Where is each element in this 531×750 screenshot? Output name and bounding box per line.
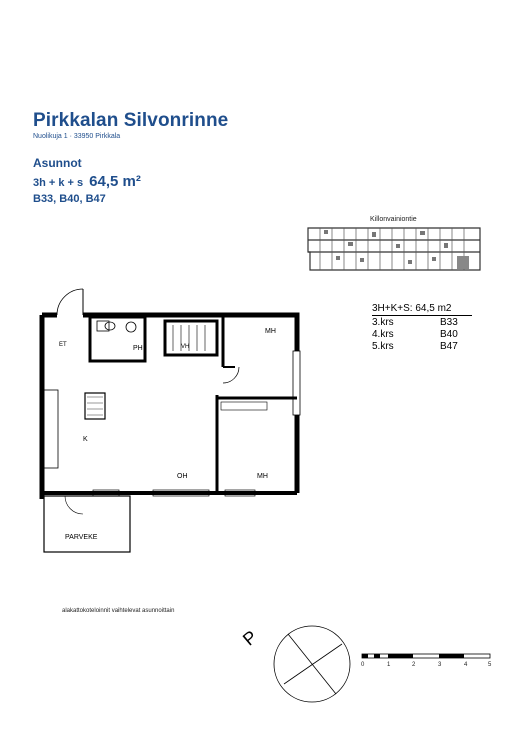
- street-label: Killonvainiontie: [370, 216, 417, 223]
- floor-label: 4.krs: [372, 329, 394, 340]
- room-label-mh-top: MH: [265, 328, 276, 335]
- room-label-et: ET: [59, 342, 67, 348]
- scale-tick-label: 5: [488, 662, 492, 668]
- apartment-codes: B33, B40, B47: [33, 193, 106, 205]
- room-label-k: K: [83, 436, 88, 443]
- compass-north-label: P: [238, 626, 262, 650]
- floor-label: 3.krs: [372, 317, 394, 328]
- highlighted-apartment: [457, 256, 469, 269]
- floor-table-row: [372, 341, 472, 353]
- scale-tick-label: 3: [438, 662, 442, 668]
- scale-tick-label: 0: [361, 662, 365, 668]
- floor-table: [372, 303, 472, 353]
- room-label-vh: VH: [181, 344, 190, 350]
- scale-bar: [358, 652, 498, 662]
- unit-label: B47: [440, 341, 458, 352]
- floor-table-row: [372, 317, 472, 329]
- floor-table-heading: 3H+K+S: 64,5 m2: [372, 303, 472, 316]
- floor-label: 5.krs: [372, 341, 394, 352]
- compass: [238, 622, 358, 707]
- apartment-type: 3h + k + s: [33, 177, 84, 189]
- room-label-mh-bottom: MH: [257, 473, 268, 480]
- room-label-parveke: PARVEKE: [65, 534, 98, 541]
- apartment-size: 64,5 m²: [89, 173, 141, 190]
- scale-tick-label: 4: [464, 662, 468, 668]
- site-plan-map: [300, 222, 490, 277]
- footnote: alakattokoteloinnit vaihtelevat asunnoittain: [62, 608, 175, 614]
- apartment-summary: [33, 173, 141, 191]
- unit-label: B40: [440, 329, 458, 340]
- section-heading: Asunnot: [33, 156, 82, 170]
- project-address: Nuolikuja 1 · 33950 Pirkkala: [33, 133, 121, 140]
- scale-tick-label: 1: [387, 662, 391, 668]
- room-label-ph: PH: [133, 345, 143, 352]
- room-label-oh: OH: [177, 473, 188, 480]
- unit-label: B33: [440, 317, 458, 328]
- floor-table-row: [372, 329, 472, 341]
- floor-plan: [35, 285, 305, 565]
- scale-tick-label: 2: [412, 662, 416, 668]
- project-title: Pirkkalan Silvonrinne: [33, 110, 229, 131]
